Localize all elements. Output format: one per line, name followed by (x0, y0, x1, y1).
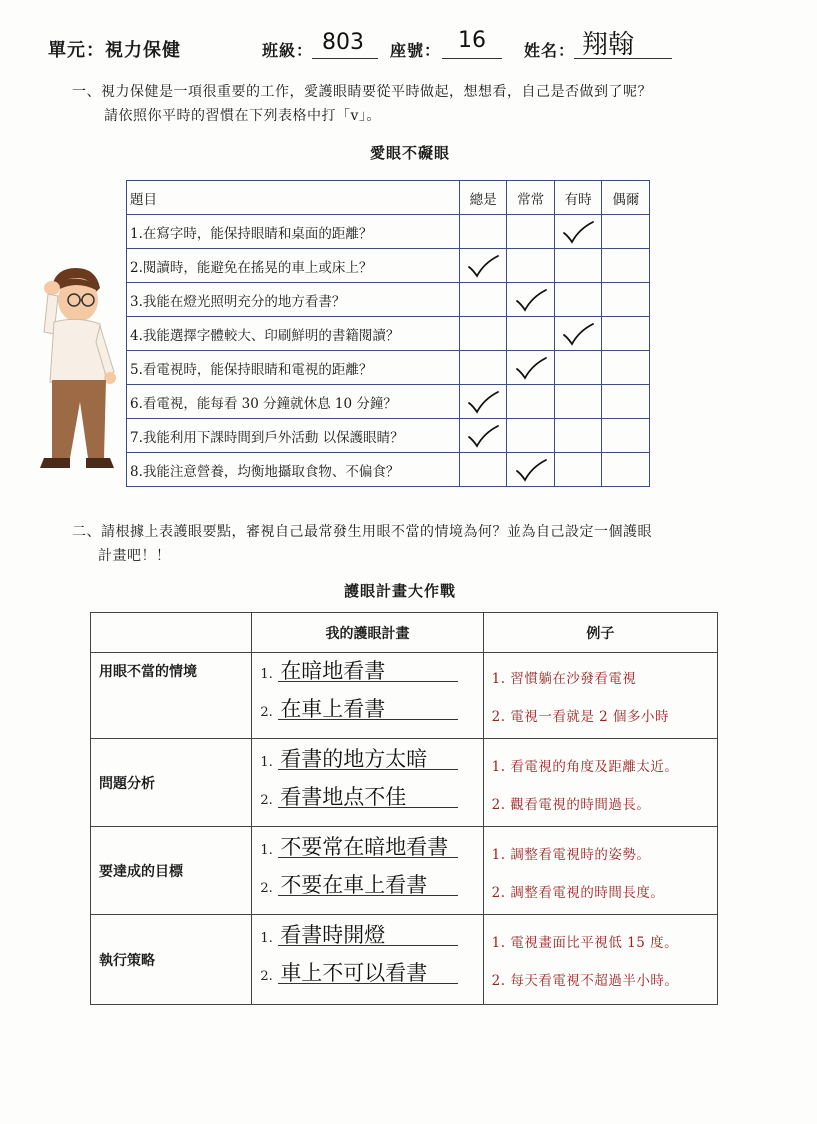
thinking-boy-illustration (30, 262, 122, 480)
check-mark-icon (514, 287, 548, 313)
check-cell[interactable] (554, 215, 602, 249)
question-text: 1.在寫字時，能保持眼睛和桌面的距離？ (127, 215, 460, 249)
check-cell[interactable] (507, 351, 555, 385)
check-mark-icon (561, 219, 595, 245)
unit-title: 單元：視力保健 (48, 40, 181, 61)
check-cell[interactable] (507, 385, 555, 419)
class-value: 803 (322, 30, 364, 55)
plan-header-row (91, 613, 718, 653)
section1-instruction-2: 請依照你平時的習慣在下列表格中打「v」。 (104, 108, 381, 124)
answer-underline (278, 895, 458, 896)
question-text: 8.我能注意營養，均衡地攝取食物、不偏食？ (127, 453, 460, 487)
checklist-row (127, 283, 650, 317)
name-value: 翔翰 (582, 30, 635, 60)
plan-row (91, 827, 718, 915)
plan-category: 問題分析 (91, 739, 252, 827)
col-often: 常常 (507, 181, 555, 215)
eye-care-checklist (126, 180, 650, 487)
checklist-row (127, 453, 650, 487)
check-cell[interactable] (554, 419, 602, 453)
line-number-2: 2. (260, 881, 273, 896)
class-underline (312, 58, 378, 59)
plan-title: 護眼計畫大作戰 (343, 582, 456, 600)
line-number-1: 1. (260, 755, 273, 770)
check-cell[interactable] (554, 283, 602, 317)
plan-example-cell (483, 739, 717, 827)
section2-instruction-1: 二、請根據上表護眼要點，審視自己最常發生用眼不當的情境為何？並為自己設定一個護眼 (72, 524, 652, 540)
plan-header-blank (91, 613, 252, 653)
line-number-2: 2. (260, 969, 273, 984)
name-underline (574, 58, 672, 59)
checklist-row (127, 351, 650, 385)
col-example: 例子 (483, 613, 717, 653)
check-mark-icon (514, 355, 548, 381)
check-cell[interactable] (507, 453, 555, 487)
checklist-row (127, 317, 650, 351)
check-cell[interactable] (507, 283, 555, 317)
check-cell[interactable] (459, 215, 507, 249)
seat-label: 座號： (390, 41, 442, 60)
plan-mine-cell (252, 915, 483, 1005)
name-label: 姓名： (524, 41, 576, 60)
plan-example-cell (483, 915, 717, 1005)
example-line-1: 1. 習慣躺在沙發看電視 (491, 671, 637, 687)
plan-category: 用眼不當的情境 (91, 653, 252, 739)
check-mark-icon (561, 321, 595, 347)
check-cell[interactable] (602, 351, 650, 385)
plan-category: 執行策略 (91, 915, 252, 1005)
plan-example-cell (483, 827, 717, 915)
line-number-1: 1. (260, 843, 273, 858)
col-always: 總是 (459, 181, 507, 215)
section2-instruction-2: 計畫吧！！ (98, 548, 171, 564)
seat-value: 16 (458, 28, 486, 53)
checklist-header-row (127, 181, 650, 215)
checklist-row (127, 215, 650, 249)
col-seldom: 偶爾 (602, 181, 650, 215)
check-cell[interactable] (507, 419, 555, 453)
question-text: 5.看電視時，能保持眼睛和電視的距離？ (127, 351, 460, 385)
checklist-row (127, 419, 650, 453)
section1-instruction-1: 一、視力保健是一項很重要的工作，愛護眼睛要從平時做起，想想看，自己是否做到了呢？ (72, 84, 652, 100)
example-line-1: 1. 電視畫面比平視低 15 度。 (491, 935, 679, 951)
eye-care-plan-table (90, 612, 718, 1005)
check-cell[interactable] (507, 317, 555, 351)
check-cell[interactable] (602, 453, 650, 487)
example-line-2: 2. 每天看電視不超過半小時。 (491, 973, 679, 989)
line-number-1: 1. (260, 931, 273, 946)
line-number-1: 1. (260, 667, 273, 682)
check-cell[interactable] (602, 317, 650, 351)
checklist-row (127, 385, 650, 419)
plan-row (91, 653, 718, 739)
check-cell[interactable] (459, 351, 507, 385)
check-cell[interactable] (459, 249, 507, 283)
check-cell[interactable] (554, 249, 602, 283)
example-line-2: 2. 調整看電視的時間長度。 (491, 885, 665, 901)
check-cell[interactable] (602, 385, 650, 419)
answer-underline (278, 807, 458, 808)
check-mark-icon (466, 423, 500, 449)
plan-answer-1[interactable]: 看書的地方太暗 (280, 747, 428, 771)
seat-underline (442, 58, 502, 59)
question-text: 7.我能利用下課時間到戶外活動 以保護眼睛？ (127, 419, 460, 453)
answer-underline (278, 857, 458, 858)
check-cell[interactable] (554, 385, 602, 419)
plan-mine-cell (252, 739, 483, 827)
answer-underline (278, 681, 458, 682)
check-cell[interactable] (459, 283, 507, 317)
check-mark-icon (466, 389, 500, 415)
check-cell[interactable] (602, 419, 650, 453)
plan-row (91, 739, 718, 827)
example-line-1: 1. 調整看電視時的姿勢。 (491, 847, 651, 863)
question-text: 4.我能選擇字體較大、印刷鮮明的書籍閱讀？ (127, 317, 460, 351)
plan-mine-cell (252, 653, 483, 739)
check-cell[interactable] (507, 215, 555, 249)
check-mark-icon (466, 253, 500, 279)
plan-example-cell (483, 653, 717, 739)
plan-category: 要達成的目標 (91, 827, 252, 915)
example-line-2: 2. 電視一看就是 2 個多小時 (491, 709, 670, 725)
plan-row (91, 915, 718, 1005)
check-cell[interactable] (507, 249, 555, 283)
class-label: 班級： (262, 41, 314, 60)
plan-answer-2[interactable]: 不要在車上看書 (280, 873, 428, 897)
line-number-2: 2. (260, 793, 273, 808)
answer-underline (278, 945, 458, 946)
col-question: 題目 (127, 181, 460, 215)
answer-underline (278, 769, 458, 770)
check-mark-icon (514, 457, 548, 483)
check-cell[interactable] (554, 453, 602, 487)
check-cell[interactable] (459, 385, 507, 419)
plan-answer-1[interactable]: 不要常在暗地看書 (280, 835, 449, 859)
checklist-row (127, 249, 650, 283)
check-cell[interactable] (459, 317, 507, 351)
checklist-title: 愛眼不礙眼 (369, 144, 450, 162)
plan-answer-2[interactable]: 在車上看書 (280, 697, 386, 721)
plan-answer-2[interactable]: 車上不可以看書 (280, 961, 428, 985)
check-cell[interactable] (459, 419, 507, 453)
check-cell[interactable] (602, 283, 650, 317)
line-number-2: 2. (260, 705, 273, 720)
plan-mine-cell (252, 827, 483, 915)
col-sometimes: 有時 (554, 181, 602, 215)
check-cell[interactable] (554, 351, 602, 385)
answer-underline (278, 983, 458, 984)
check-cell[interactable] (602, 215, 650, 249)
question-text: 2.閱讀時，能避免在搖晃的車上或床上？ (127, 249, 460, 283)
answer-underline (278, 719, 458, 720)
plan-answer-1[interactable]: 看書時開燈 (280, 923, 386, 947)
check-cell[interactable] (554, 317, 602, 351)
plan-answer-1[interactable]: 在暗地看書 (280, 659, 386, 683)
check-cell[interactable] (602, 249, 650, 283)
question-text: 3.我能在燈光照明充分的地方看書？ (127, 283, 460, 317)
example-line-1: 1. 看電視的角度及距離太近。 (491, 759, 679, 775)
example-line-2: 2. 觀看電視的時間過長。 (491, 797, 651, 813)
check-cell[interactable] (459, 453, 507, 487)
plan-answer-2[interactable]: 看書地点不佳 (280, 785, 407, 809)
col-my-plan: 我的護眼計畫 (252, 613, 483, 653)
question-text: 6.看電視，能每看 30 分鐘就休息 10 分鐘？ (127, 385, 460, 419)
